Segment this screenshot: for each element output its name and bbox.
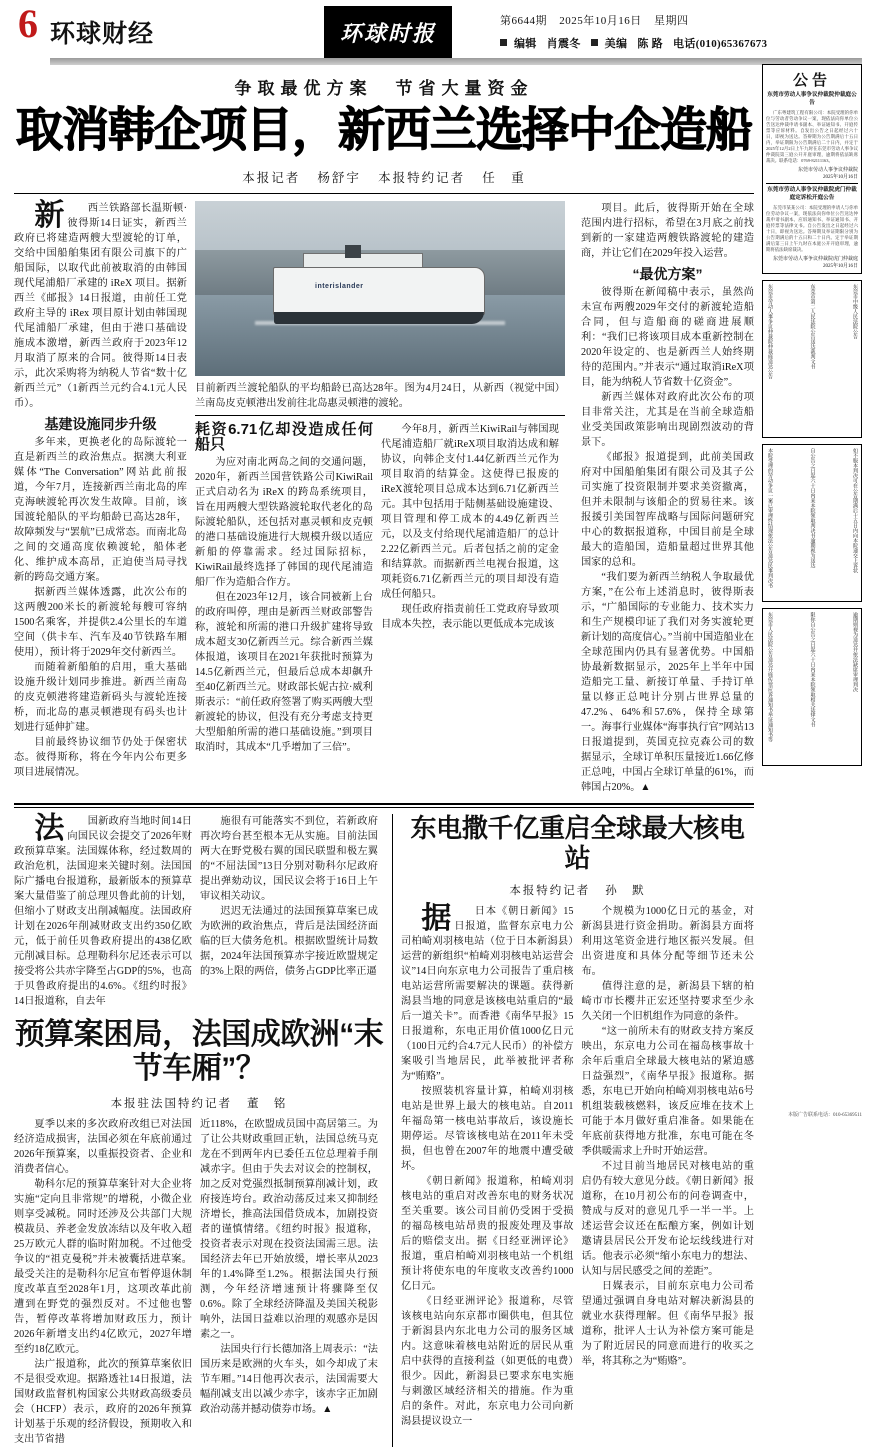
france-col-2: [200, 814, 378, 1009]
byline-name-1: 杨舒宇: [317, 170, 361, 185]
france-bottom-cols: [14, 1117, 384, 1447]
lead-dropcap: 新: [34, 198, 65, 232]
france-col-1: [14, 811, 192, 1009]
lead-mid-p2: 但在2023年12月，该合同被新上台的政府叫停，理由是新西兰财政部警告称，渡轮和所需的港口升级扩建将导致成本超支30亿新西兰元。综合新西兰媒体报道，该项目在2021年获批时预算为14.5亿新西兰元，但最后总成本却飙升至40亿新西兰元。财政部长妮古拉·威利斯表示：“前任政府签署了购买两艘大型新渡轮的协议，但没有充分考虑支持更大型船舶所需的港口基础设施。”到项目取消时，其成本“几乎增加了三倍”。: [195, 591, 373, 753]
ad-subtitle-1: 东莞市劳动人事争议仲裁院仲裁庭公告: [767, 92, 857, 106]
lead-article-top: [14, 198, 754, 795]
designer-label: 美编: [604, 38, 628, 50]
france-p3: 迟迟无法通过的法国预算草案已成为欧洲的政治焦点，背后是法国经济面临的巨大债务危机。根据欧盟统计局数据，2024年法国预算赤字接近欧盟规定的3%上限的两倍，债务占GDP比率正逼: [200, 905, 378, 977]
lead-p2: 多年来，更换老化的岛际渡轮一直是新西兰的政治焦点。据澳大利亚媒体“The Conversation”网站此前报道，今年7月，连接新西兰南北岛的库克海峡渡轮再次发生故障。目前，该国渡轮船队的平均船龄已高达28年，故障频发与“罢航”已成常态。而南北岛之间的交通高度依赖渡轮，船体老化、维护成本高昂，正迫使当局寻找新的跨岛交通方案。: [14, 436, 187, 583]
france-col-3: [14, 1117, 192, 1447]
photo-ship-brand: interislander: [315, 282, 364, 290]
ad-body-1-text: 广东粤建筑工程有限公司：本院受理的你单位与劳动者劳动争议一案，现依法向你单位公告送达仲裁申请书副本、举证通知书、开庭传票等应诉材料。自发出公告之日起经过六十日，即视为送达。答辩期为公告期满后十五日内，举证期限为公告期满后二十日内，并定于2025年12月2日上午九时在东莞市劳动人事争议仲裁院第三庭公开开庭审理，逾期将依法缺席裁决。联系电话：0769-82111163。: [766, 110, 858, 163]
zone-separator-thin: [14, 807, 754, 808]
editor-name: 肖震冬: [546, 38, 581, 50]
ad-divider-1: [766, 183, 858, 184]
france-byline: [14, 1095, 384, 1111]
ad-body-2: [766, 205, 858, 253]
nuclear-c1-p1: 日本《朝日新闻》15日报道，监督东京电力公司柏崎刈羽核电站（位于日本新潟县）运营的新组织“柏崎刈羽核电站运营会议”14日向东京电力公司报告了重启核电站运营所需要解决的课题。获得新潟县当地的同意是该核电站重启的“最后一道关卡”。而香港《南华早报》15日报道称，东电正用价值1000亿日元（100日元约合4.7元人民币）的补偿方案吸引当地居民，此举被批评者称为“贿赂”。: [401, 905, 574, 1082]
photo-ship-hull: [273, 267, 485, 315]
lead-mid-col-1: [195, 422, 373, 755]
lead-r-p2: 彼得斯在新闻稿中表示，虽然尚未宣布两艘2029年交付的新渡轮造船合同，但与造船商的磋商进展顺利：“我们已将该项目成本重新控制在2020年设定的、也是新西兰人始终期待的范围内。”并表示“通过取消iReX项目，能为纳税人节省数十亿资金”。: [581, 286, 754, 388]
nuclear-c2-p5: 日媒表示，目前东京电力公司希望通过强调自身电站对解决新潟县的就业水获得理解。但《南华早报》报道称，批评人士认为补偿方案可能是为了附近居民的同意而进行的收买之举，将其称之为“贿赂”。: [581, 1280, 754, 1367]
masthead-meta: [500, 12, 774, 51]
ad-vertical-group-2: [766, 448, 858, 598]
france-headline: 预算案困局，法国成欧洲“末节车厢”？: [14, 1017, 384, 1086]
ad-vertical-2: 东莞市第二人民法院公告送达裁判文书: [809, 284, 815, 369]
editor-label: 编辑: [514, 38, 537, 50]
france-c4: 近118%，在欧盟成员国中高居第三。为了让公共财政重回正轨，法国总统马克龙在不到两年内已委任五位总理着手削减赤字。但由于失去对议会的控制权，加之反对党强烈抵制预算削减计划，政府接连垮台。政治动荡反过来又抑制经济增长，推高法国借贷成本，加剧投资者的谨慎情绪。《纽约时报》报道称，投资者表示对现在投资法国需三思。法国经济去年已开始放缓，增长率从2023年的1.4%降至1.2%。根据法国央行预测，今年经济增速预计将骤降至仅0.6%。除了全球经济降温及美国关税影响外，法国日益难以治理的观感亦是因素之一。: [200, 1118, 378, 1340]
france-c2: 勒科尔尼的预算草案针对大企业将实施“定向且非常规”的增税，小微企业则享受减税。同时还涉及公共部门大规模裁员、养老金发放冻结以及年收入超25万欧元人群的临时附加税。不过他受争议的“祖克曼税”并未被囊括进草案。最受关注的是勒科尔尼宣布暂停退休制度改革直至2028年1月，这项改革此前遭到在野党的强烈反对。不过他也警告，暂停改革将增加财政压力，预计2026年新增支出约4亿欧元，2027年增至约18亿欧元。: [14, 1178, 192, 1355]
designer-name: 陈 路: [637, 38, 663, 50]
page-number: 6: [18, 1, 38, 46]
france-c1: 夏季以来的多次政府改组已对法国经济造成损害，法国必须在年底前通过2026年预算案，以重振投资者、企业和消费者信心。: [14, 1118, 192, 1175]
lead-mid-head: 耗资6.71亿却没造成任何船只: [195, 420, 373, 453]
photo-ship-funnel: [345, 245, 361, 258]
france-col-4: [200, 1117, 378, 1447]
lead-subhead-2: “最优方案”: [632, 265, 703, 282]
nuclear-col-1: [401, 901, 574, 1429]
lead-p5: 目前最终协议细节仍处于保密状态。彼得斯称，将在今年内公布更多项目进展情况。: [14, 736, 187, 778]
lead-mid-col-2: [381, 422, 559, 755]
ad-notice-1: [762, 64, 862, 274]
masthead: [14, 1, 862, 64]
lead-byline: [14, 168, 754, 186]
lead-p4: 而随着新船舶的启用，重大基础设施升级计划同步推进。新西兰南岛的皮克顿港将建造新码头与渡轮连接桥，而北岛的惠灵顿港现有码头也计划进行延伸扩建。: [14, 661, 187, 733]
lead-subhead-1: 基建设施同步升级: [44, 415, 157, 432]
newspaper-logo: 环球时报: [324, 6, 452, 58]
ad-vertical-8: 限你自公告之日起六十日内来本院领取相关法律文书: [809, 612, 815, 727]
nuclear-c2-p3: “这一前所未有的财政支持方案反映出，东京电力公司在福岛核事故十余年后重启全球最大核电站的紧迫感日益强烈”，《南华早报》报道称。据悉，东电已开始向柏崎刈羽核电站6号机组装载核燃料，该反应堆在技术上可能于本月做好重启准备。如果能在年底前获得地方批准，东电可能在冬季供暖需求上升时开始运营。: [581, 1025, 754, 1157]
france-article: [14, 811, 384, 1447]
bullet-square-icon: [500, 39, 507, 46]
nuclear-headline: 东电撒千亿重启全球最大核电站: [410, 812, 745, 873]
ad-notice-3: [762, 444, 862, 602]
lead-mid-p3: 今年8月，新西兰KiwiRail与韩国现代尾浦造船厂就iReX项目取消达成和解协议，向韩企支付1.44亿新西兰元作为项目取消的结算金。这使得已报废的iReX渡轮项目总成本达到6.71亿新西兰元。其中包括用于陆侧基础设施建设、项目管理和停工成本的4.49亿新西兰元，以及支付给现代尾浦造船厂的总计2.22亿新西兰元。后者包括之前的定金和结算款。而据新西兰电视台报道，这项耗资6.71亿新西兰元的项目却没有造成任何船只。: [381, 423, 559, 600]
ad-notice-4: [762, 608, 862, 766]
lead-r-p3: 新西兰媒体对政府此次公布的项目非常关注，尤其是在当前全球造船业受美国政策影响出现剧烈波动的背景下。: [581, 391, 754, 448]
ad-body-1: [766, 110, 858, 164]
page-content: [14, 64, 862, 1447]
nuclear-c2-p2: 值得注意的是，新潟县下辖的柏崎市市长樱井正宏还坚持要求至少永久关闭一个旧机组作为同意的条件。: [581, 980, 754, 1022]
ad-vertical-9: 逾期则视为送达并依法缺席审理判决: [852, 612, 857, 692]
france-top-cols: [14, 811, 384, 1009]
ad-date-2: 2025年10月16日: [822, 264, 858, 269]
nuclear-c1-p4: 《日经亚洲评论》报道称，尽管该核电站向东京都市圈供电，但其位于新潟县内东北电力公司的服务区域内。这意味着核电站附近的居民从重启中获得的直接利益（如更低的电费）很少。因此，新潟县已要求东电实施与刺激区域经济相关的措施。作为重启的条件。对此，东京电力公司向新潟县提议设立一: [401, 1295, 574, 1427]
ad-body-2-text: 东莞市某某公司：本院受理的申请人与你单位劳动争议一案，现依法向你单位公告送达仲裁申请书副本、应诉通知书、举证通知书、开庭传票等法律文书。自公告发出之日起经过六十日，即视为送达。答辩期及举证期限分别为公告期满后的十五日和二十日内。定于举证期满后第三日上午九时在本庭公开开庭审理，逾期将依法缺席裁决。: [766, 205, 858, 252]
photo-source: （视觉中国）: [503, 382, 565, 394]
lead-divider: [14, 193, 754, 194]
photo-caption-text: 目前新西兰渡轮船队的平均船龄已高达28年。图为4月24日，从新西兰南岛皮克顿港出发前往北岛惠灵顿港的渡轮。: [195, 382, 504, 409]
nuclear-byline: [401, 882, 754, 898]
issue-date: 2025年10月16日: [559, 15, 642, 27]
ad-footer-note: 本版广告联系电话：010-65369511: [788, 1113, 862, 1118]
ad-vertical-7: 东莞市人民法院公告送达开庭传票应诉通知书举证通知书等: [767, 612, 772, 742]
photo-caption: [195, 381, 565, 416]
nuclear-dropcap: 据: [421, 901, 452, 935]
byline-role-1: 本报记者: [242, 170, 301, 185]
france-dropcap: 法: [34, 811, 65, 845]
lead-column-right: [581, 201, 754, 795]
france-byline-name: 董 铭: [246, 1097, 288, 1110]
section-title: 环球财经: [50, 21, 155, 48]
editorial-zone: [14, 64, 754, 1447]
france-p2: 施很有可能落实不到位，若新政府再次垮台甚至根本无从实施。目前法国两大在野党极右翼的国民联盟和极左翼的“不屈法国”13日分别对勒科尔尼政府提出弹劾动议，国民议会将于16日上午审议相关动议。: [200, 815, 378, 902]
lead-mid-columns: [195, 422, 565, 755]
ad-signature-1: 东莞市劳动人事争议仲裁院: [797, 168, 858, 173]
lead-mid-p4: 现任政府指责前任工党政府导致项目成本失控，表示能以更低成本完成该: [381, 603, 559, 630]
bottom-zone: [14, 811, 754, 1447]
lead-photo-block: [195, 201, 565, 795]
nuclear-byline-role: 本报特约记者: [509, 884, 591, 897]
ad-vertical-1: 东莞市劳动人事争议仲裁院仲裁庭送达公告: [767, 284, 772, 379]
nuclear-c1-p2: 按照装机容量计算，柏崎刈羽核电站是世界上最大的核电站。自2011年福岛第一核电站事故后，该设施长期停运。尽管该核电站在2011年未受损，但也曾在2007年的地震中遭受破坏。: [401, 1085, 574, 1172]
france-c5: 法国央行行长德加洛上周表示：“法国历来是欧洲的火车头，如今却成了末节车厢。”14日他再次表示，法国需要大幅削减支出以减少赤字，该赤字正加剧政治动荡并撼动债券市场。▲: [200, 1343, 378, 1415]
byline-role-2: 本报特约记者: [378, 170, 466, 185]
bullet-square-icon-2: [591, 39, 598, 46]
nuclear-c1-p3: 《朝日新闻》报道称，柏崎刈羽核电站的重启对改善东电的财务状况至关重要。该公司目前仍受困于受损的福岛核电站昂贵的报废处理及事故后的赔偿支出。据《日经亚洲评论》报道，重启柏崎刈羽核电站一个机组预计将使东电的年度收支改善约1000亿日元。: [401, 1175, 574, 1292]
contact-phone: 电话(010)65367673: [673, 38, 768, 50]
lead-r-p4: 《邮报》报道提到，此前美国政府对中国船舶集团有限公司及其子公司实施了投资限制并要求美资撤离，但并未限制与该船企的贸易往来。该报援引美国智库战略与国际问题研究中心的数据报道称，中国目前是全球最大的造船国，造船量超过世界其他国家的总和。: [581, 451, 754, 568]
lead-p3: 据新西兰媒体透露，此次公布的这两艘200米长的新渡轮每艘可容纳1500名乘客，并提供2.4公里长的车道空间（供卡车、汽车及40节铁路车厢使用），预计将于2029年交付新西兰。: [14, 586, 187, 658]
france-c3: 法广报道称，此次的预算草案依旧不是很受欢迎。据路透社14日报道，法国财政监督机构国家公共财政高级委员会（HCFP）表示，政府的2026年预算计划基于乐观的经济假设，预期收入和支出节省措: [14, 1358, 192, 1445]
byline-name-2: 任 重: [482, 170, 526, 185]
nuclear-col-2: [582, 904, 755, 1429]
issue-weekday: 星期四: [654, 15, 689, 27]
classified-ads-column: [762, 64, 862, 1447]
ferry-photo: [195, 201, 565, 376]
lead-column-1: [14, 198, 187, 795]
france-byline-role: 本报驻法国特约记者: [110, 1097, 233, 1110]
nuclear-c2-p1: 个规模为1000亿日元的基金，对新潟县进行资金捐助。新潟县方面将利用这笔资金进行地区振兴发展。但出资进度和具体分配等细节还未公布。: [581, 905, 754, 977]
ad-vertical-5: 自公告之日起六十日内来本院领取判决书逾期视为送达: [809, 448, 815, 568]
ad-date-1: 2025年10月16日: [822, 175, 858, 180]
ad-vertical-6: 如不服本判决可在公告期满后十五日内向本院递交上诉状: [852, 448, 857, 573]
ad-vertical-4: 本院受理的劳动争议一案已审理终结现依法公告送达民事判决书: [767, 448, 772, 588]
ad-vertical-3: 东莞市中级人民法院公告: [852, 284, 857, 339]
lead-kicker: 争取最优方案 节省大量资金: [234, 79, 534, 98]
france-p1: 国新政府当地时间14日向国民议会提交了2026年财政预算草案。法国媒体称，经过数周的政治危机，法国迎来关键时刻。法国国际广播电台报道称，最新版本的预算草案大量借鉴了前总理贝鲁此前的计划，但缩小了财政支出削减幅度。法国政府计划在2026年削减财政支出约350亿欧元，低于前任贝鲁政府提出的438亿欧元削减目标。总理勒科尔尼还表示可以接受将公共赤字降至占GDP的5%，也高于贝鲁政府提出的4.6%。《纽约时报》14日报道称，自去年: [14, 815, 192, 1007]
nuclear-byline-name: 孙 默: [605, 884, 646, 897]
ad-vertical-group-3: [766, 612, 858, 762]
lead-p1: 西兰铁路部长温斯顿·彼得斯14日证实，新西兰政府已将建造两艘大型渡轮的订单，交给中国船舶集团有限公司旗下的广船国际，以取代此前被取消的由韩国现代尾浦船厂承建的 iReX 项目。据新西兰《邮报》14日报道，由前任工党政府主导的 iRex 项目原计划由韩国现代尾浦船厂承建，但由于港口基础设施成本激增，新西兰政府于2023年12月取消了原来的合同。彼得斯14日表示，此次采购将为纳税人节省“数十亿新西兰元”（1新西兰元约合4.1元人民币）。: [14, 202, 187, 409]
nuclear-cols: [401, 901, 754, 1429]
ad-notice-2: [762, 280, 862, 438]
newspaper-page: [0, 1, 876, 1445]
zone-separator-thick: [14, 803, 754, 805]
ad-subtitle-2: 东莞市劳动人事争议仲裁院虎门仲裁庭定诉松开庭公告: [767, 187, 857, 201]
issue-number: 第6644期: [500, 15, 547, 27]
ad-vertical-group-1: [766, 284, 858, 434]
ad-signature-2: 东莞市劳动人事争议仲裁院虎门仲裁庭: [772, 257, 858, 262]
lead-r-p1: 项目。此后，彼得斯开始在全球范围内进行招标，希望在3月底之前找到新的一家建造两艘铁路渡轮的建造商，并让它们在2029年投入运营。: [581, 202, 754, 259]
nuclear-article: [392, 814, 754, 1447]
lead-r-p5: “我们要为新西兰纳税人争取最优方案，”在公布上述消息时，彼得斯表示，“广船国际的专业能力、技术实力和生产规模印证了我们对务实渡轮更新计划的高度信心。”当前中国造船业在全球范围内仍具有显著优势。中国船协最新数据显示，2025年上半年中国造船完工量、新接订单量、手持订单量以修正总吨计分别占世界总量的47.2%、64%和57.6%，保持全球第一。海事行业媒体“海事执行官”网站13日报道提到，英国克拉克森公司的数据显示，全球订单积压量接近1.66亿修正总吨，中国占全球订单量的61%，而韩国占20%。▲: [581, 571, 754, 793]
ad-title: 公告: [792, 72, 831, 89]
lead-mid-p1: 为应对南北两岛之间的交通问题，2020年，新西兰国营铁路公司KiwiRail正式启动名为 iReX 的跨岛系统项目，旨在用两艘大型铁路渡轮取代老化的岛际渡轮船队，还包括对惠灵顿和皮克顿的港口基础设施进行大规模升级以适应新船的停靠需求。经过国际招标，KiwiRail最终选择了韩国的现代尾浦造船厂作为造船合作方。: [195, 456, 373, 588]
nuclear-c2-p4: 不过目前当地居民对核电站的重启仍有较大意见分歧。《朝日新闻》报道称，在10月初公布的问卷调查中，赞成与反对的意见几乎一半一半。上述运营会议还在酝酿方案，例如计划邀请县居民公开发布论坛线线进行对话。他表示必须“缩小东电力的想法、认知与居民感受之间的差距”。: [581, 1160, 754, 1277]
lead-headline: 取消韩企项目，新西兰选择中企造船: [16, 103, 752, 156]
